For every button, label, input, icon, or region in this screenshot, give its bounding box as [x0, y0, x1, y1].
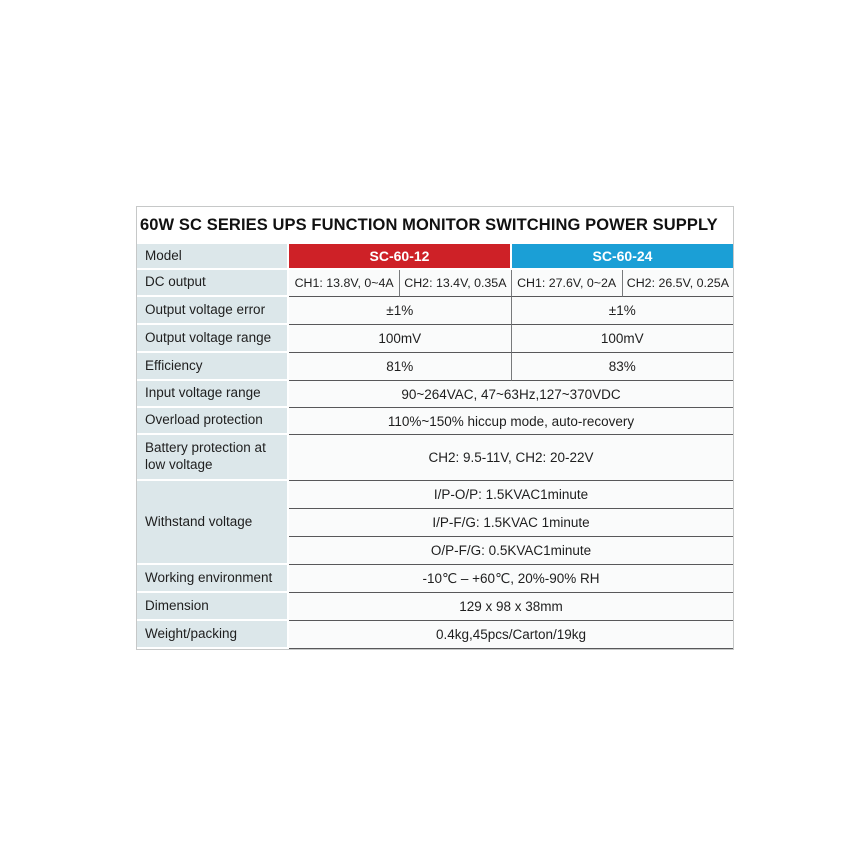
output-voltage-error-24: ±1%	[511, 297, 734, 325]
working-environment-label: Working environment	[137, 565, 287, 591]
withstand-ip-op: I/P-O/P: 1.5KVAC1minute	[289, 481, 733, 509]
overload-protection-label: Overload protection	[137, 408, 287, 433]
working-environment-value: -10℃ – +60℃, 20%-90% RH	[289, 565, 733, 593]
sheet-title: 60W SC SERIES UPS FUNCTION MONITOR SWITCHING POWER SUPPLY	[140, 216, 718, 234]
spec-sheet	[136, 206, 734, 650]
model-header-sc-60-12: SC-60-12	[289, 244, 510, 268]
battery-protection-value: CH2: 9.5-11V, CH2: 20-22V	[289, 435, 733, 481]
efficiency-label: Efficiency	[137, 353, 287, 379]
row-overload-protection	[137, 408, 733, 435]
withstand-ip-fg: I/P-F/G: 1.5KVAC 1minute	[289, 509, 733, 537]
efficiency-24: 83%	[511, 353, 734, 381]
output-voltage-range-12: 100mV	[289, 325, 511, 353]
row-working-environment	[137, 565, 733, 593]
dimension-label: Dimension	[137, 593, 287, 619]
output-voltage-error-12: ±1%	[289, 297, 511, 325]
row-input-voltage-range	[137, 381, 733, 408]
input-voltage-range-value: 90~264VAC, 47~63Hz,127~370VDC	[289, 381, 733, 408]
weight-packing-label: Weight/packing	[137, 621, 287, 647]
row-output-voltage-range	[137, 325, 733, 353]
input-voltage-range-label: Input voltage range	[137, 381, 287, 406]
output-voltage-range-24: 100mV	[511, 325, 734, 353]
weight-packing-value: 0.4kg,45pcs/Carton/19kg	[289, 621, 733, 649]
row-battery-protection	[137, 435, 733, 481]
row-weight-packing	[137, 621, 733, 649]
dimension-value: 129 x 98 x 38mm	[289, 593, 733, 621]
row-dc-output	[137, 270, 733, 297]
dc-output-ch1-24: CH1: 27.6V, 0~2A	[511, 270, 622, 297]
output-voltage-error-label: Output voltage error	[137, 297, 287, 323]
row-efficiency	[137, 353, 733, 381]
row-dimension	[137, 593, 733, 621]
model-header-sc-60-24: SC-60-24	[512, 244, 733, 268]
model-row-label: Model	[137, 244, 287, 268]
withstand-voltage-label: Withstand voltage	[137, 481, 287, 563]
dc-output-ch2-24: CH2: 26.5V, 0.25A	[622, 270, 733, 297]
row-model	[137, 244, 733, 270]
dc-output-values	[289, 270, 733, 297]
row-output-voltage-error	[137, 297, 733, 325]
efficiency-12: 81%	[289, 353, 511, 381]
battery-protection-label: Battery protection at low voltage	[137, 435, 287, 479]
dc-output-ch2-12: CH2: 13.4V, 0.35A	[399, 270, 510, 297]
overload-protection-value: 110%~150% hiccup mode, auto-recovery	[289, 408, 733, 435]
output-voltage-range-label: Output voltage range	[137, 325, 287, 351]
dc-output-label: DC output	[137, 270, 287, 295]
withstand-op-fg: O/P-F/G: 0.5KVAC1minute	[289, 537, 733, 565]
row-withstand-voltage	[137, 481, 733, 565]
dc-output-ch1-12: CH1: 13.8V, 0~4A	[289, 270, 399, 297]
